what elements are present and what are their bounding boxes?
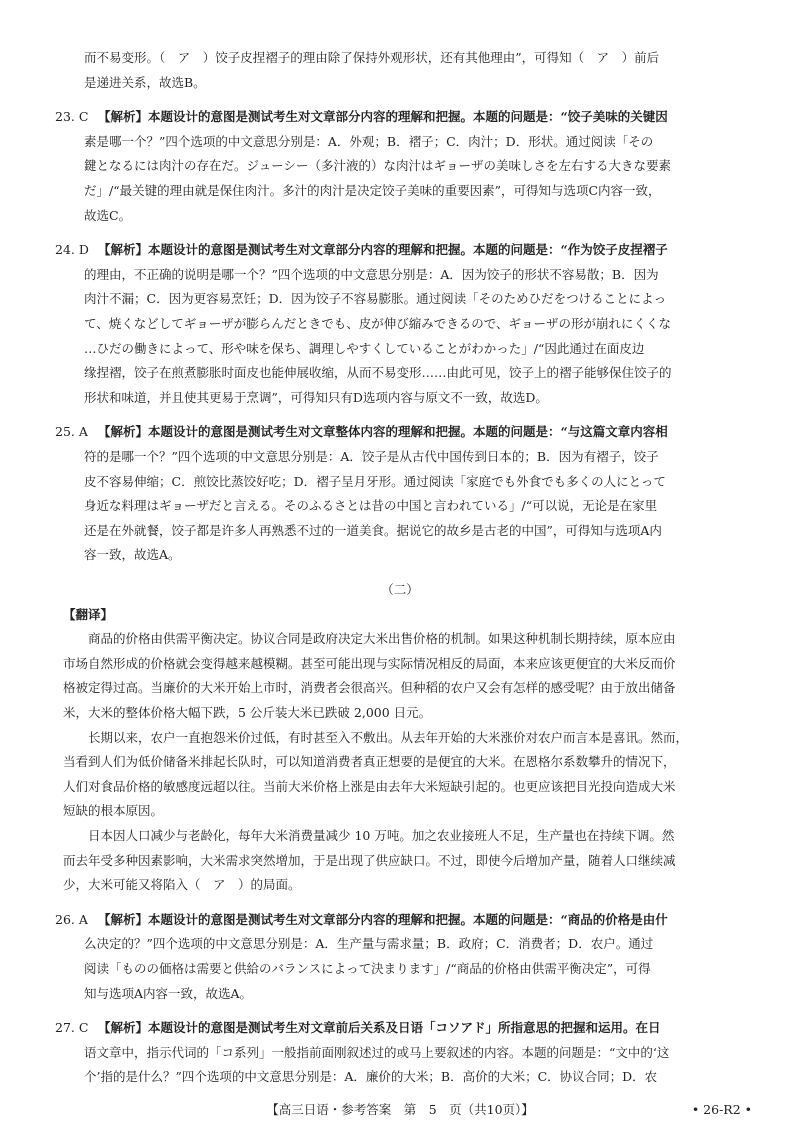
- q25-line: 容一致，故选A。: [84, 547, 181, 563]
- translation-line: 当看到人们为低价储备米排起长队时，可以知道消费者真正想要的是便宜的大米。在恩格尔系数攀升的情况下，: [63, 754, 676, 770]
- translation-line: 格被定得过高。当廉价的大米开始上市时，消费者会很高兴。但种稻的农户又会有怎样的感受呢？由于放出储备: [63, 680, 676, 696]
- q23-line: だ」/“最关键的理由就是保住肉汁。多汁的肉汁是决定饺子美味的重要因素”，可得知与选项C内容一致，: [84, 183, 661, 198]
- q24-line: 的理由，不正确的说明是哪一个？”四个选项的中文意思分别是：A．因为饺子的形状不容易散；B．因为: [84, 266, 659, 282]
- translation-heading: 【翻译】: [63, 606, 114, 622]
- translation-line: 市场自然形成的价格就会变得越来越模糊。甚至可能出现与实际情况相反的局面，本来应该更便宜的大米反而价: [63, 655, 676, 671]
- question-27-label: 27. C: [55, 1020, 89, 1036]
- q26-line: 【解析】本题设计的意图是测试考生对文章部分内容的理解和把握。本题的问题是：“商品的价格是由什: [98, 911, 668, 927]
- q24-line: …ひだの働きによって、形や味を保ち、調理しやすくしていることがわかった」/“因此通过在面皮边: [84, 340, 645, 356]
- q25-line: 【解析】本题设计的意图是测试考生对文章整体内容的理解和把握。本题的问题是：“与这篇文章内容相: [98, 424, 668, 440]
- translation-line: 商品的价格由供需平衡决定。协议合同是政府决定大米出售价格的机制。如果这种机制长期持续，原本应由: [88, 631, 676, 647]
- question-24-label: 24. D: [55, 242, 89, 258]
- q25-line: 还是在外就餐，饺子都是许多人再熟悉不过的一道美食。据说它的故乡是古老的中国”，可得知与选项A内: [84, 522, 662, 538]
- paragraph-line: 是递进关系，故选B。: [84, 74, 206, 90]
- q26-line: 么决定的？”四个选项的中文意思分别是：A．生产量与需求量；B．政府；C．消费者；D．农户。通过: [84, 936, 654, 952]
- q24-line: 肉汁不漏；C．因为更容易烹饪；D．因为饺子不容易膨胀。通过阅读「そのためひだをつけることによっ: [84, 291, 667, 307]
- q24-line: 缘捏褶，饺子在煎煮膨胀时面皮也能伸展收缩，从而不易变形……由此可见，饺子上的褶子能够保住饺子的: [84, 365, 672, 381]
- q27-line: 【解析】本题设计的意图是测试考生对文章前后关系及日语「コソアド」所指意思的把握和运用。在日: [98, 1020, 661, 1036]
- q25-line: 身近な料理はギョーザだと言える。そのふるさとは昔の中国と言われている」/“可以说，无论是在家里: [84, 498, 658, 514]
- translation-line: 而去年受多种因素影响，大米需求突然增加，于是出现了供应缺口。不过，即使今后增加产量，随着人口继续减: [63, 852, 676, 868]
- paragraph-line: 而不易变形。（ ア ）饺子皮捏褶子的理由除了保持外观形状，还有其他理由”，可得知（ ア ）前后: [84, 50, 660, 65]
- q27-line: 个’指的是什么？”四个选项的中文意思分别是：A．廉价的大米；B．高价的大米；C．协议合同；D．农: [84, 1069, 658, 1085]
- section-title: （二）: [381, 582, 419, 597]
- page-footer: 【高三日语・参考答案 第 5 页（共10页）】: [266, 1102, 534, 1117]
- q24-line: て、焼くなどしてギョーザが膨らんだときでも、皮が伸び縮みできるので、ギョーザの形が崩れにくくな: [84, 316, 672, 331]
- translation-line: 长期以来，农户一直抱怨米价过低，有时甚至入不敷出。从去年开始的大米涨价对农户而言本是喜讯。然而，: [88, 729, 689, 745]
- q23-line: 【解析】本题设计的意图是测试考生对文章部分内容的理解和把握。本题的问题是：“饺子美味的关键因: [98, 109, 668, 125]
- q24-line: 【解析】本题设计的意图是测试考生对文章部分内容的理解和把握。本题的问题是：“作为饺子皮捏褶子: [98, 242, 668, 258]
- q25-line: 符的是哪一个？”四个选项的中文意思分别是：A．饺子是从古代中国传到日本的；B．因为有褶子，饺子: [84, 449, 659, 464]
- q25-line: 皮不容易伸缩；C．煎饺比蒸饺好吃；D．褶子呈月牙形。通过阅读「家庭でも外食でも多くの人にとって: [84, 473, 666, 489]
- q26-line: 阅读「ものの価格は需要と供給のバランスによって決まります」/“商品的价格由供需平衡决定”，可得: [84, 961, 651, 976]
- q27-line: 语文章中，指示代词的「コ系列」一般指前面刚叙述过的或马上要叙述的内容。本题的问题是：“文中的‘这: [84, 1044, 670, 1060]
- translation-line: 少，大米可能又将陷入（ ア ）的局面。: [63, 877, 301, 893]
- question-23-label: 23. C: [55, 109, 89, 125]
- footer-code: • 26-R2 •: [691, 1102, 752, 1117]
- q24-line: 形状和味道，并且使其更易于烹调”，可得知只有D选项内容与原文不一致，故选D。: [84, 389, 548, 405]
- question-25-label: 25. A: [55, 424, 88, 440]
- translation-line: 米，大米的整体价格大幅下跌，5 公斤装大米已跌破 2,000 日元。: [63, 705, 432, 720]
- question-26-label: 26. A: [55, 911, 88, 927]
- q23-line: 鍵となるには肉汁の存在だ。ジューシー（多汁液的）な肉汁はギョーザの美味しさを左右する大きな要素: [84, 158, 672, 174]
- translation-line: 人们对食品价格的敏感度远超以往。当前大米价格上涨是由去年大米短缺引起的。也更应该把目光投向造成大米: [63, 778, 676, 794]
- translation-line: 日本因人口减少与老龄化，每年大米消费量减少 10 万吨。加之农业接班人不足，生产量也在持续下调。然: [88, 828, 675, 843]
- q23-line: 故选C。: [84, 207, 132, 223]
- q23-line: 素是哪一个？”四个选项的中文意思分别是：A．外观；B．褶子；C．肉汁；D．形状。通过阅读「その: [84, 133, 654, 149]
- translation-line: 短缺的根本原因。: [63, 803, 164, 819]
- q26-line: 知与选项A内容一致，故选A。: [84, 985, 253, 1001]
